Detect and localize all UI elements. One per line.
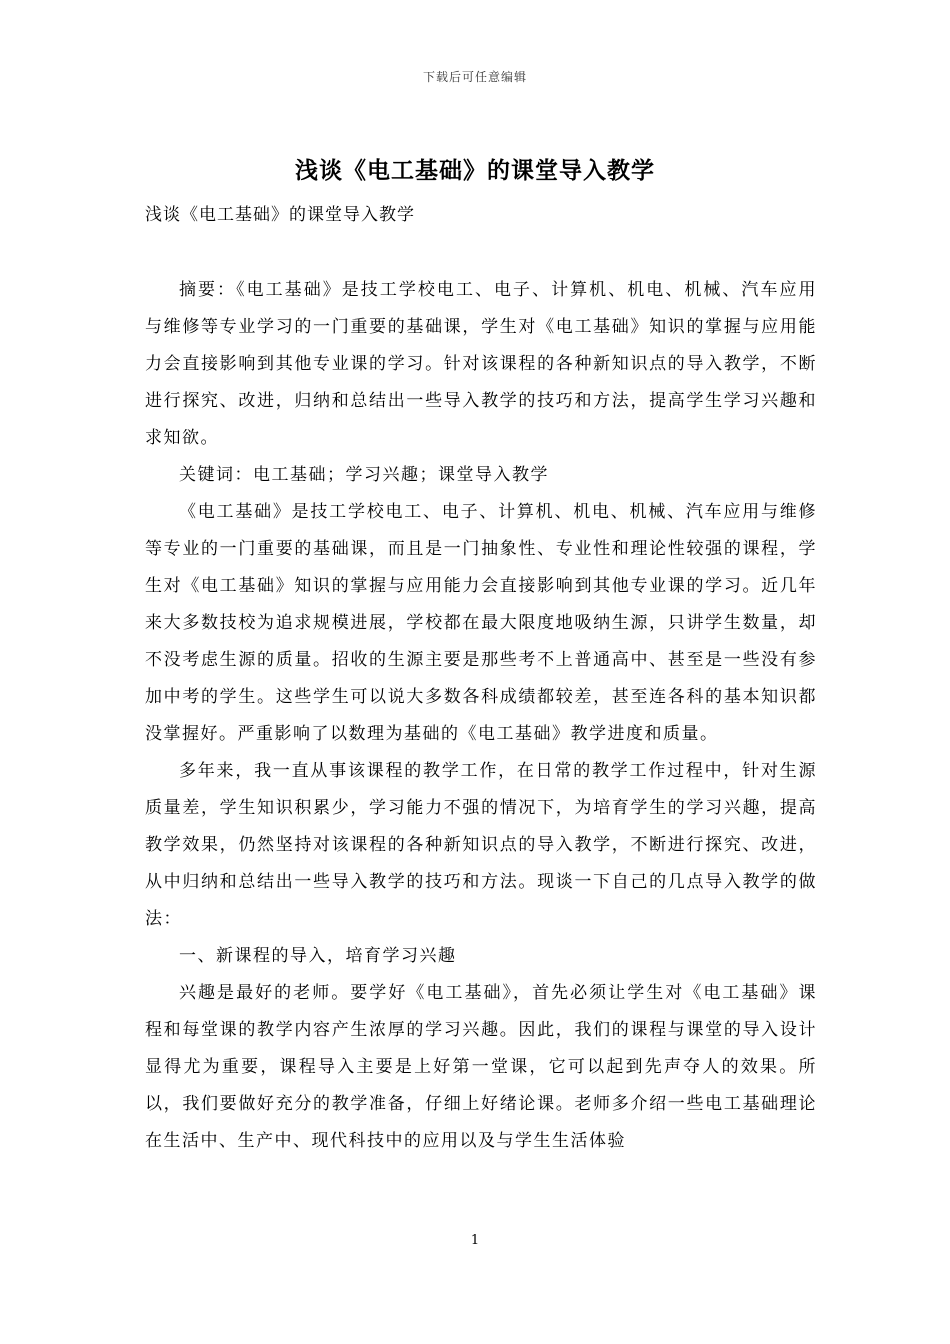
section-heading-1: 一、新课程的导入，培育学习兴趣 xyxy=(179,946,457,966)
header-note: 下载后可任意编辑 xyxy=(422,70,527,84)
document-title: 浅谈《电工基础》的课堂导入教学 xyxy=(295,157,655,184)
body-paragraph-2: 多年来，我一直从事该课程的教学工作，在日常的教学工作过程中，针对生源质量差，学生知识积累少，学习能力不强的情况下，为培育学生的学习兴趣，提高教学效果，仍然坚持对该课程的各种新知识点的导入教学，不断进行探究、改进，从中归纳和总结出一些导入教学的技巧和方法。现谈一下自己的几点导入教学的做法： xyxy=(145,761,817,929)
keywords-paragraph: 关键词：电工基础；学习兴趣；课堂导入教学 xyxy=(179,465,549,485)
document-body xyxy=(145,272,817,1160)
body-paragraph-1: 《电工基础》是技工学校电工、电子、计算机、机电、机械、汽车应用与维修等专业的一门重要的基础课，而且是一门抽象性、专业性和理论性较强的课程，学生对《电工基础》知识的掌握与应用能力会直接影响到其他专业课的学习。近几年来大多数技校为追求规模进展，学校都在最大限度地吸纳生源，只讲学生数量，却不没考虑生源的质量。招收的生源主要是那些考不上普通高中、甚至是一些没有参加中考的学生。这些学生可以说大多数各科成绩都较差，甚至连各科的基本知识都没掌握好。严重影响了以数理为基础的《电工基础》教学进度和质量。 xyxy=(145,502,817,744)
body-paragraph-3: 兴趣是最好的老师。要学好《电工基础》，首先必须让学生对《电工基础》课程和每堂课的教学内容产生浓厚的学习兴趣。因此，我们的课程与课堂的导入设计显得尤为重要，课程导入主要是上好第一堂课，它可以起到先声夺人的效果。所以，我们要做好充分的教学准备，仔细上好绪论课。老师多介绍一些电工基础理论在生活中、生产中、现代科技中的应用以及与学生生活体验 xyxy=(145,983,817,1151)
abstract-paragraph: 摘要：《电工基础》是技工学校电工、电子、计算机、机电、机械、汽车应用与维修等专业学习的一门重要的基础课，学生对《电工基础》知识的掌握与应用能力会直接影响到其他专业课的学习。针对该课程的各种新知识点的导入教学，不断进行探究、改进，归纳和总结出一些导入教学的技巧和方法，提高学生学习兴趣和求知欲。 xyxy=(145,280,817,448)
document-subtitle: 浅谈《电工基础》的课堂导入教学 xyxy=(145,205,415,225)
page-number: 1 xyxy=(470,1233,480,1248)
